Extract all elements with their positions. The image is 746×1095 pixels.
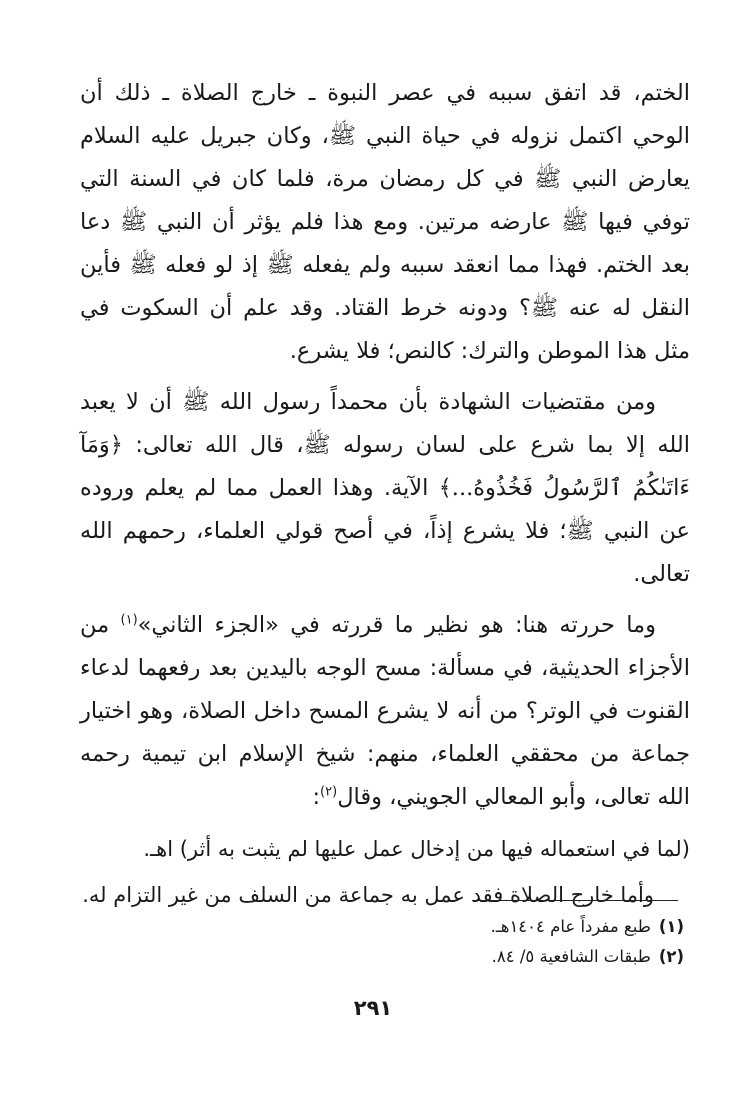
- page-number: ٢٩١: [353, 996, 393, 1020]
- footnote-1-number: (١): [658, 917, 684, 936]
- paragraph-1: الختم، قد اتفق سببه في عصر النبوة ـ خارج الصلاة ـ ذلك أن الوحي اكتمل نزوله في حياة النبي ﷺ، وكان جبريل عليه السلام يعارض النبي ﷺ في كل رمضان مرة، فلما كان في السنة التي توفي فيها ﷺ عارضه مرتين. ومع هذا فلم يؤثر أن النبي ﷺ دعا بعد الختم. فهذا مما انعقد سببه ولم يفعله ﷺ إذ لو فعله ﷺ فأين النقل له عنه ﷺ؟ ودونه خرط القتاد. وقد علم أن السكوت في مثل هذا الموطن والترك: كالنص؛ فلا يشرع.: [80, 80, 690, 364]
- paragraph-3: [80, 604, 690, 819]
- quote-1: (لما في استعماله فيها من إدخال عمل عليها لم يثبت به أثر) اهـ.: [143, 837, 690, 861]
- footnote-1: [124, 912, 684, 942]
- paragraph-3-text-c: :: [312, 784, 321, 810]
- page-body: [80, 72, 690, 915]
- paragraph-3-text-b: من الأجزاء الحديثية، في مسألة: مسح الوجه باليدين بعد رفعهما لدعاء القنوت في الوتر؟ من أنه لا يشرع المسح داخل الصلاة، وهو اختيار جماعة من محققي العلماء، منهم: شيخ الإسلام ابن تيمية رحمه الله تعالى، وأبو المعالي الجويني، وقال: [80, 612, 690, 810]
- quote-2: وأما خارج الصلاة فقد عمل به جماعة من السلف من غير التزام له.: [82, 883, 654, 907]
- footnotes: [124, 912, 684, 972]
- paragraph-2-text-a: ومن مقتضيات الشهادة بأن محمداً رسول الله ﷺ أن لا يعبد الله إلا بما شرع على لسان رسوله ﷺ، قال الله تعالى:: [80, 389, 690, 458]
- footnote-1-text: طبع مفرداً عام ١٤٠٤هـ.: [490, 917, 651, 936]
- footnote-2-number: (٢): [658, 947, 684, 966]
- footnote-ref-2[interactable]: (٢): [320, 784, 338, 800]
- paragraph-2: [80, 381, 690, 596]
- footnote-2: [124, 942, 684, 972]
- paragraph-2-text-b: الآية. وهذا العمل مما لم يعلم وروده عن النبي ﷺ؛ فلا يشرع إذاً، في أصح قولي العلماء، رحمهم الله تعالى.: [80, 475, 690, 587]
- footnote-2-text: طبقات الشافعية ٥/ ٨٤.: [491, 947, 651, 966]
- footnote-ref-1[interactable]: (١): [120, 612, 138, 628]
- quran-verse: ﴿وَمَآ ءَاتَىٰكُمُ ٱلرَّسُولُ فَخُذُوهُ...﴾: [80, 432, 690, 501]
- footnote-divider: [472, 900, 678, 901]
- paragraph-3-text-a: وما حررته هنا: هو نظير ما قررته في «الجزء الثاني»: [137, 612, 656, 638]
